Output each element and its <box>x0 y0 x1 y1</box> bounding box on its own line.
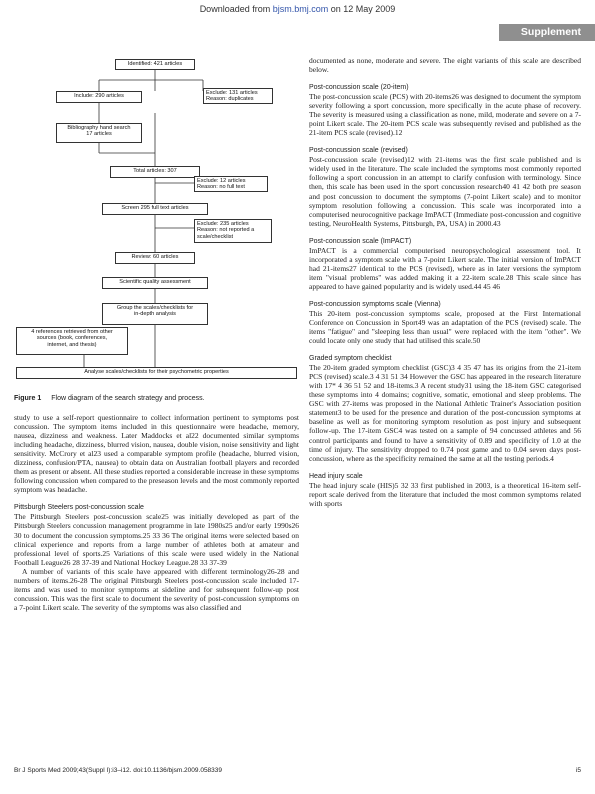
figure-caption-text: Flow diagram of the search strategy and process. <box>51 395 205 402</box>
right-column <box>309 56 581 508</box>
flow-box-analyse: Analyse scales/checklists for their psychometric properties <box>16 367 297 379</box>
section-heading: Post-concussion scale (ImPACT) <box>309 237 412 245</box>
paragraph: documented as none, moderate and severe. The eight variants of this scale are described below. <box>309 56 581 75</box>
page-number: i5 <box>575 767 581 774</box>
flow-box-identified: Identified: 421 articles <box>115 59 195 70</box>
section-heading: Post-concussion scale (20-item) <box>309 84 409 92</box>
section-heading: Post-concussion scale (revised) <box>309 147 408 155</box>
footer-citation: Br J Sports Med 2009;43(Suppl I):i3–i12. doi:10.1136/bjsm.2009.058339 <box>14 767 223 774</box>
download-prefix: Downloaded from <box>199 4 273 14</box>
flow-box-exclude-fulltext: Exclude: 12 articles Reason: no full text <box>194 176 268 192</box>
paragraph: The head injury scale (HIS)5 32 33 first published in 2003, is a theoretical 16-item self-report scale derived from the literature that included the most common symptoms related with sports <box>309 480 581 508</box>
flow-box-screen: Screen 295 full text articles <box>102 203 208 215</box>
flow-box-quality: Scientific quality assessment <box>102 277 208 289</box>
figure-label: Figure 1 <box>14 395 42 402</box>
download-date: on 12 May 2009 <box>328 4 396 14</box>
flow-box-hand-search: Bibliography hand search 17 articles <box>56 123 142 143</box>
paragraph: ImPACT is a commercial computerised neuropsychological assessment tool. It incorporated a symptom scale with a 7-point Likert scale. The initial version of ImPACT had 21-items27 identical to the PCS (revised), where as in later versions the symptom item "visual problems" was added making it a 22-item scale.28 This scale since has appeared to have gained popularity and is widely used.44 45 46 <box>309 245 581 291</box>
flow-diagram <box>14 55 299 385</box>
section-heading: Head injury scale <box>309 472 363 480</box>
paragraph: The 20-item graded symptom checklist (GSC)3 4 35 47 has its origins from the 21-item PCS (revised) scale.3 4 31 51 34 However the GSC has appeared in the research literature with 17* 4 36 51 52 and 18-items.3 A recent study31 using the 18-item GSC categorised these symptoms into 4 domains; cognitive, somatic, emotional and sleep problems. The GSC with 27-items was proposed in the National Athletic Trainer's Association position statement3 to be used for the presence and duration of the post-concussion symptoms at baseline as well as for monitoring symptom resolution as post injury and subsequent follow-up. The 17-item GSC4 was tested on a sample of 94 concussed athletes and 56 control participants and found to have a sensitivity of 0.89 and specificity of 1.0 at the time of injury. The sensitivity dropped to 0.74 post game and to 0.04 seven days post-concussion, where as the specificity remained the same at all the testing periods.4 <box>309 363 581 463</box>
flow-box-group: Group the scales/checklists for in-depth analysis <box>102 303 208 325</box>
section-heading: Pittsburgh Steelers post-concussion scale <box>14 504 144 512</box>
supplement-label: Supplement <box>520 26 581 38</box>
paragraph: study to use a self-report questionnaire to collect information pertinent to symptoms post concussion. The symptom items included in this questionnaire were headache, memory, nausea, dizziness and weakness. Later Maddocks et al22 documented similar symptoms including headache, dizziness, blurred vision, nausea, double vision, noise sensitivity and light sensitivity. McCrory et al23 used a comparable symptom profile (headache, blurred vision, dizziness, confusion/PTA, nausea) to obtain data on Australian football players and recorded them as present or absent. All these studies reported a considerable increase in these symptoms following concussion when compared to the preseason levels and the most commonly reported symptom was headache. <box>14 413 299 495</box>
download-notice <box>0 4 595 14</box>
section-heading: Post-concussion symptoms scale (Vienna) <box>309 300 441 308</box>
paragraph: The post-concussion scale (PCS) with 20-items26 was designed to document the symptom severity following a sport concussion, more specifically in the acute phase of recovery. The severity is measured using a classification as none, mild, moderate and severe on a 7-point Likert scale. The 20-item PCS scale was subsequently revised and published as the 21-item PCS scale (revised).12 <box>309 92 581 138</box>
left-column <box>14 413 299 612</box>
flow-box-other-sources: 4 references retrieved from other sources (book, conferences, internet, and thesis) <box>16 327 128 355</box>
figure-caption <box>14 394 299 403</box>
paragraph: A number of variants of this scale have appeared with different terminology26-28 and numbers of items.26-28 The original Pittsburgh Steelers post-concussion scale included 17- items and was used to monitor symptoms at sideline and for subsequent follow-up post concussion. This was the first scale to document the severity of post-concussion symptoms on a 7-point Likert scale. The severity of the symptoms was also classified and <box>14 566 299 612</box>
flow-box-exclude-duplicates: Exclude: 131 articles Reason: duplicates <box>203 88 273 104</box>
flow-box-total: Total articles: 307 <box>110 166 200 178</box>
paragraph: Post-concussion scale (revised)12 with 21-items was the first scale published and is widely used in the literature. The scale included the symptoms most commonly reported following a sport concussion in an attempt to clarify confusion with terminology. Since then, this scale has been used in the sport concussion research40 41 42 both pre season and post concussion to document the symptoms (7-point Likert scale) and to monitor symptom resolution following a concussion. This scale was incorporated into a computerised neurocognitive package ImPACT (Immediate post-concussion and cognitive testing, NeuroHealth Systems, Pittsburgh, PA, USA) in 2000.43 <box>309 155 581 228</box>
paragraph: This 20-item post-concussion symptoms scale, proposed at the First International Conference on Concussion in Sport49 was an adaptation of the PCS (revised) scale. The items "fatigue" and "sleeping less than usual" were replaced with the item "other". We could locate only one study that had utilised this scale.50 <box>309 308 581 346</box>
flow-box-exclude-scale: Exclude: 235 articles Reason: not reported a scale/checklist <box>194 219 272 243</box>
flow-box-review: Review: 60 articles <box>115 252 195 264</box>
section-heading: Graded symptom checklist <box>309 355 392 363</box>
journal-link[interactable]: bjsm.bmj.com <box>272 4 329 14</box>
page-footer <box>14 767 581 774</box>
flow-box-include: Include: 290 articles <box>56 91 142 103</box>
paragraph: The Pittsburgh Steelers post-concussion scale25 was initially developed as part of the Pittsburgh Steelers concussion management programme in late 1980s25 and/or early 1990s26 30 to document the concussion symptoms.25 33 36 The original items were selected based on clinical experience and reports from a large number of athletes both at amateur and professional level of sports.25 Variations of this scale were used widely in the National Football League26 28 37-39 and National Hockey League.28 33 37-39 <box>14 512 299 567</box>
supplement-banner <box>499 24 595 41</box>
